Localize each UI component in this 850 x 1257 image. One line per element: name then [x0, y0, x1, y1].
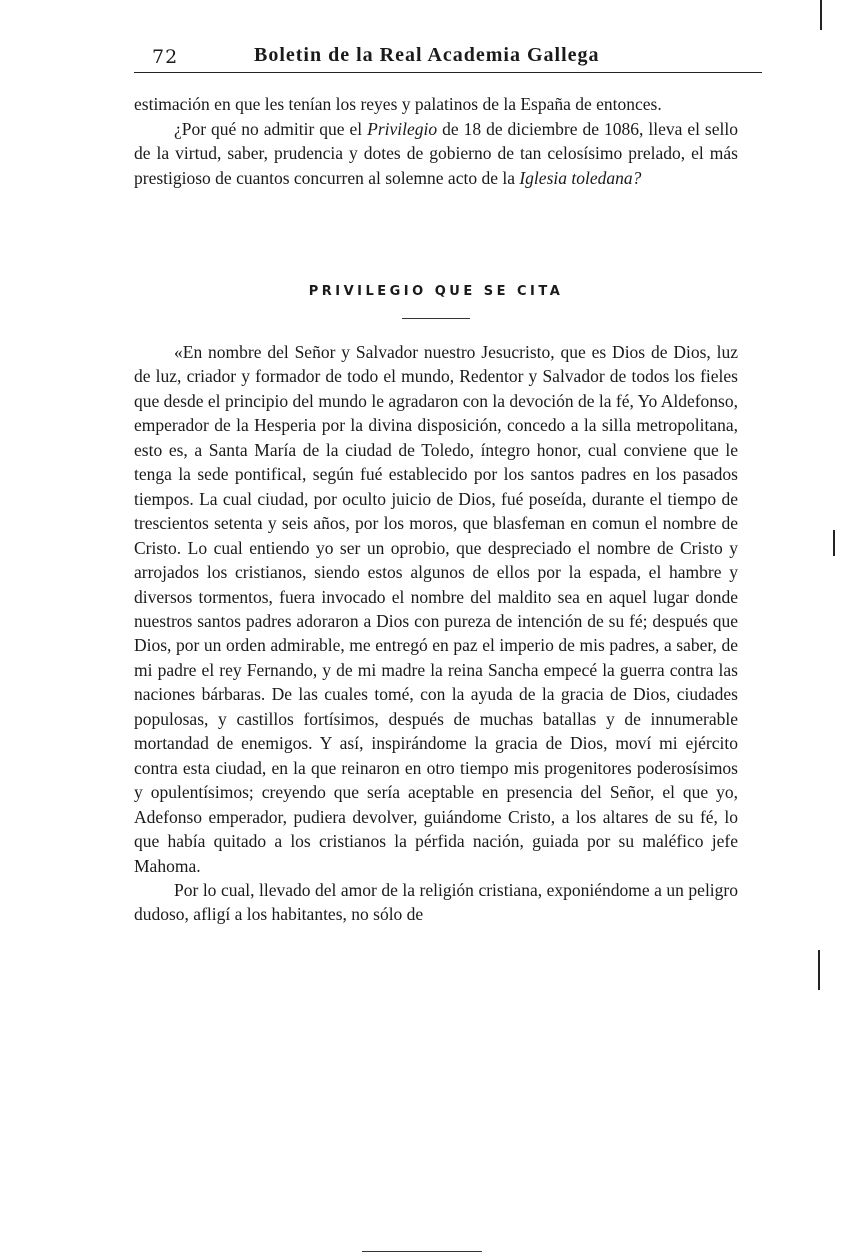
margin-mark: [818, 950, 820, 990]
intro-p2-text-1: ¿Por qué no admitir que el: [174, 118, 368, 139]
page-header: [134, 42, 762, 73]
section-title: PRIVILEGIO QUE SE CITA: [308, 284, 564, 299]
section-divider: [402, 318, 470, 319]
margin-mark: [833, 530, 835, 556]
privilegio-paragraph-2: Por lo cual, llevado del amor de la religión cristiana, exponiéndome a un peligro dudoso, afligí a los habitantes, no sólo de: [134, 879, 738, 925]
running-title: Boletin de la Real Academia Gallega: [254, 44, 600, 66]
intro-paragraph-1: estimación en que les tenían los reyes y palatinos de la España de entonces.: [134, 94, 662, 114]
page-number: 72: [152, 46, 179, 68]
intro-p2-italic-privilegio: Privilegio: [367, 118, 438, 139]
margin-mark: [820, 0, 822, 30]
intro-p2-text-2: de 18 de diciembre de 1086, lleva el sello de la virtud, saber, prudencia y dotes de gobierno de tan celosísimo prelado, el más prestigioso de cuantos concurren al solemne acto de la: [134, 118, 738, 188]
footer-rule: [362, 1251, 482, 1252]
intro-paragraph-2: [134, 117, 738, 191]
privilegio-text: [134, 340, 738, 927]
privilegio-paragraph-1: «En nombre del Señor y Salvador nuestro Jesucristo, que es Dios de Dios, luz de luz, criador y formador de todo el mundo, Redentor y Salvador de todos los fieles que desde el principio del mundo le agradaron con la devoción de la fé, Yo Aldefonso, emperador de la Hesperia por la divina disposición, concedo a la silla metropolitana, esto es, a Santa María de la ciudad de Toledo, íntegro honor, cual conviene que le tenga la sede pontifical, según fué establecido por los santos padres en los pasados tiempos. La cual ciudad, por oculto juicio de Dios, fué poseída, durante el tiempo de trescientos setenta y seis años, por los moros, que blasfeman en comun el nombre de Cristo. Lo cual entiendo yo ser un oprobio, que despreciado el nombre de Cristo y arrojados los cristianos, siendo estos algunos de ellos por la espada, el hambre y diversos tormentos, fuera invocado el nombre del maldito sea en aquel lugar donde nuestros santos padres adoraron a Dios con pureza de intención de su fé; después que Dios, por un orden admirable, me entregó en paz el imperio de mis padres, a saber, de mi padre el rey Fernando, y de mi madre la reina Sancha empecé la guerra contra las naciones bárbaras. De las cuales tomé, con la ayuda de la gracia de Dios, ciudades populosas, y castillos fortísimos, después de muchas batallas y de innumerable mortandad de enemigos. Y así, inspirándome la gracia de Dios, moví mi ejército contra esta ciudad, en la que reinaron en otro tiempo mis progenitores poderosísimos y opulentísimos; creyendo que sería aceptable en presencia del Señor, el que yo, Adefonso emperador, pudiera devolver, guiándome Cristo, a los altares de su fé, lo que había quitado a los cristianos la pérfida nación, guiada por su maléfico jefe Mahoma.: [134, 342, 738, 876]
intro-p2-italic-iglesia: Iglesia toledana?: [519, 167, 642, 188]
intro-text: [134, 92, 738, 190]
